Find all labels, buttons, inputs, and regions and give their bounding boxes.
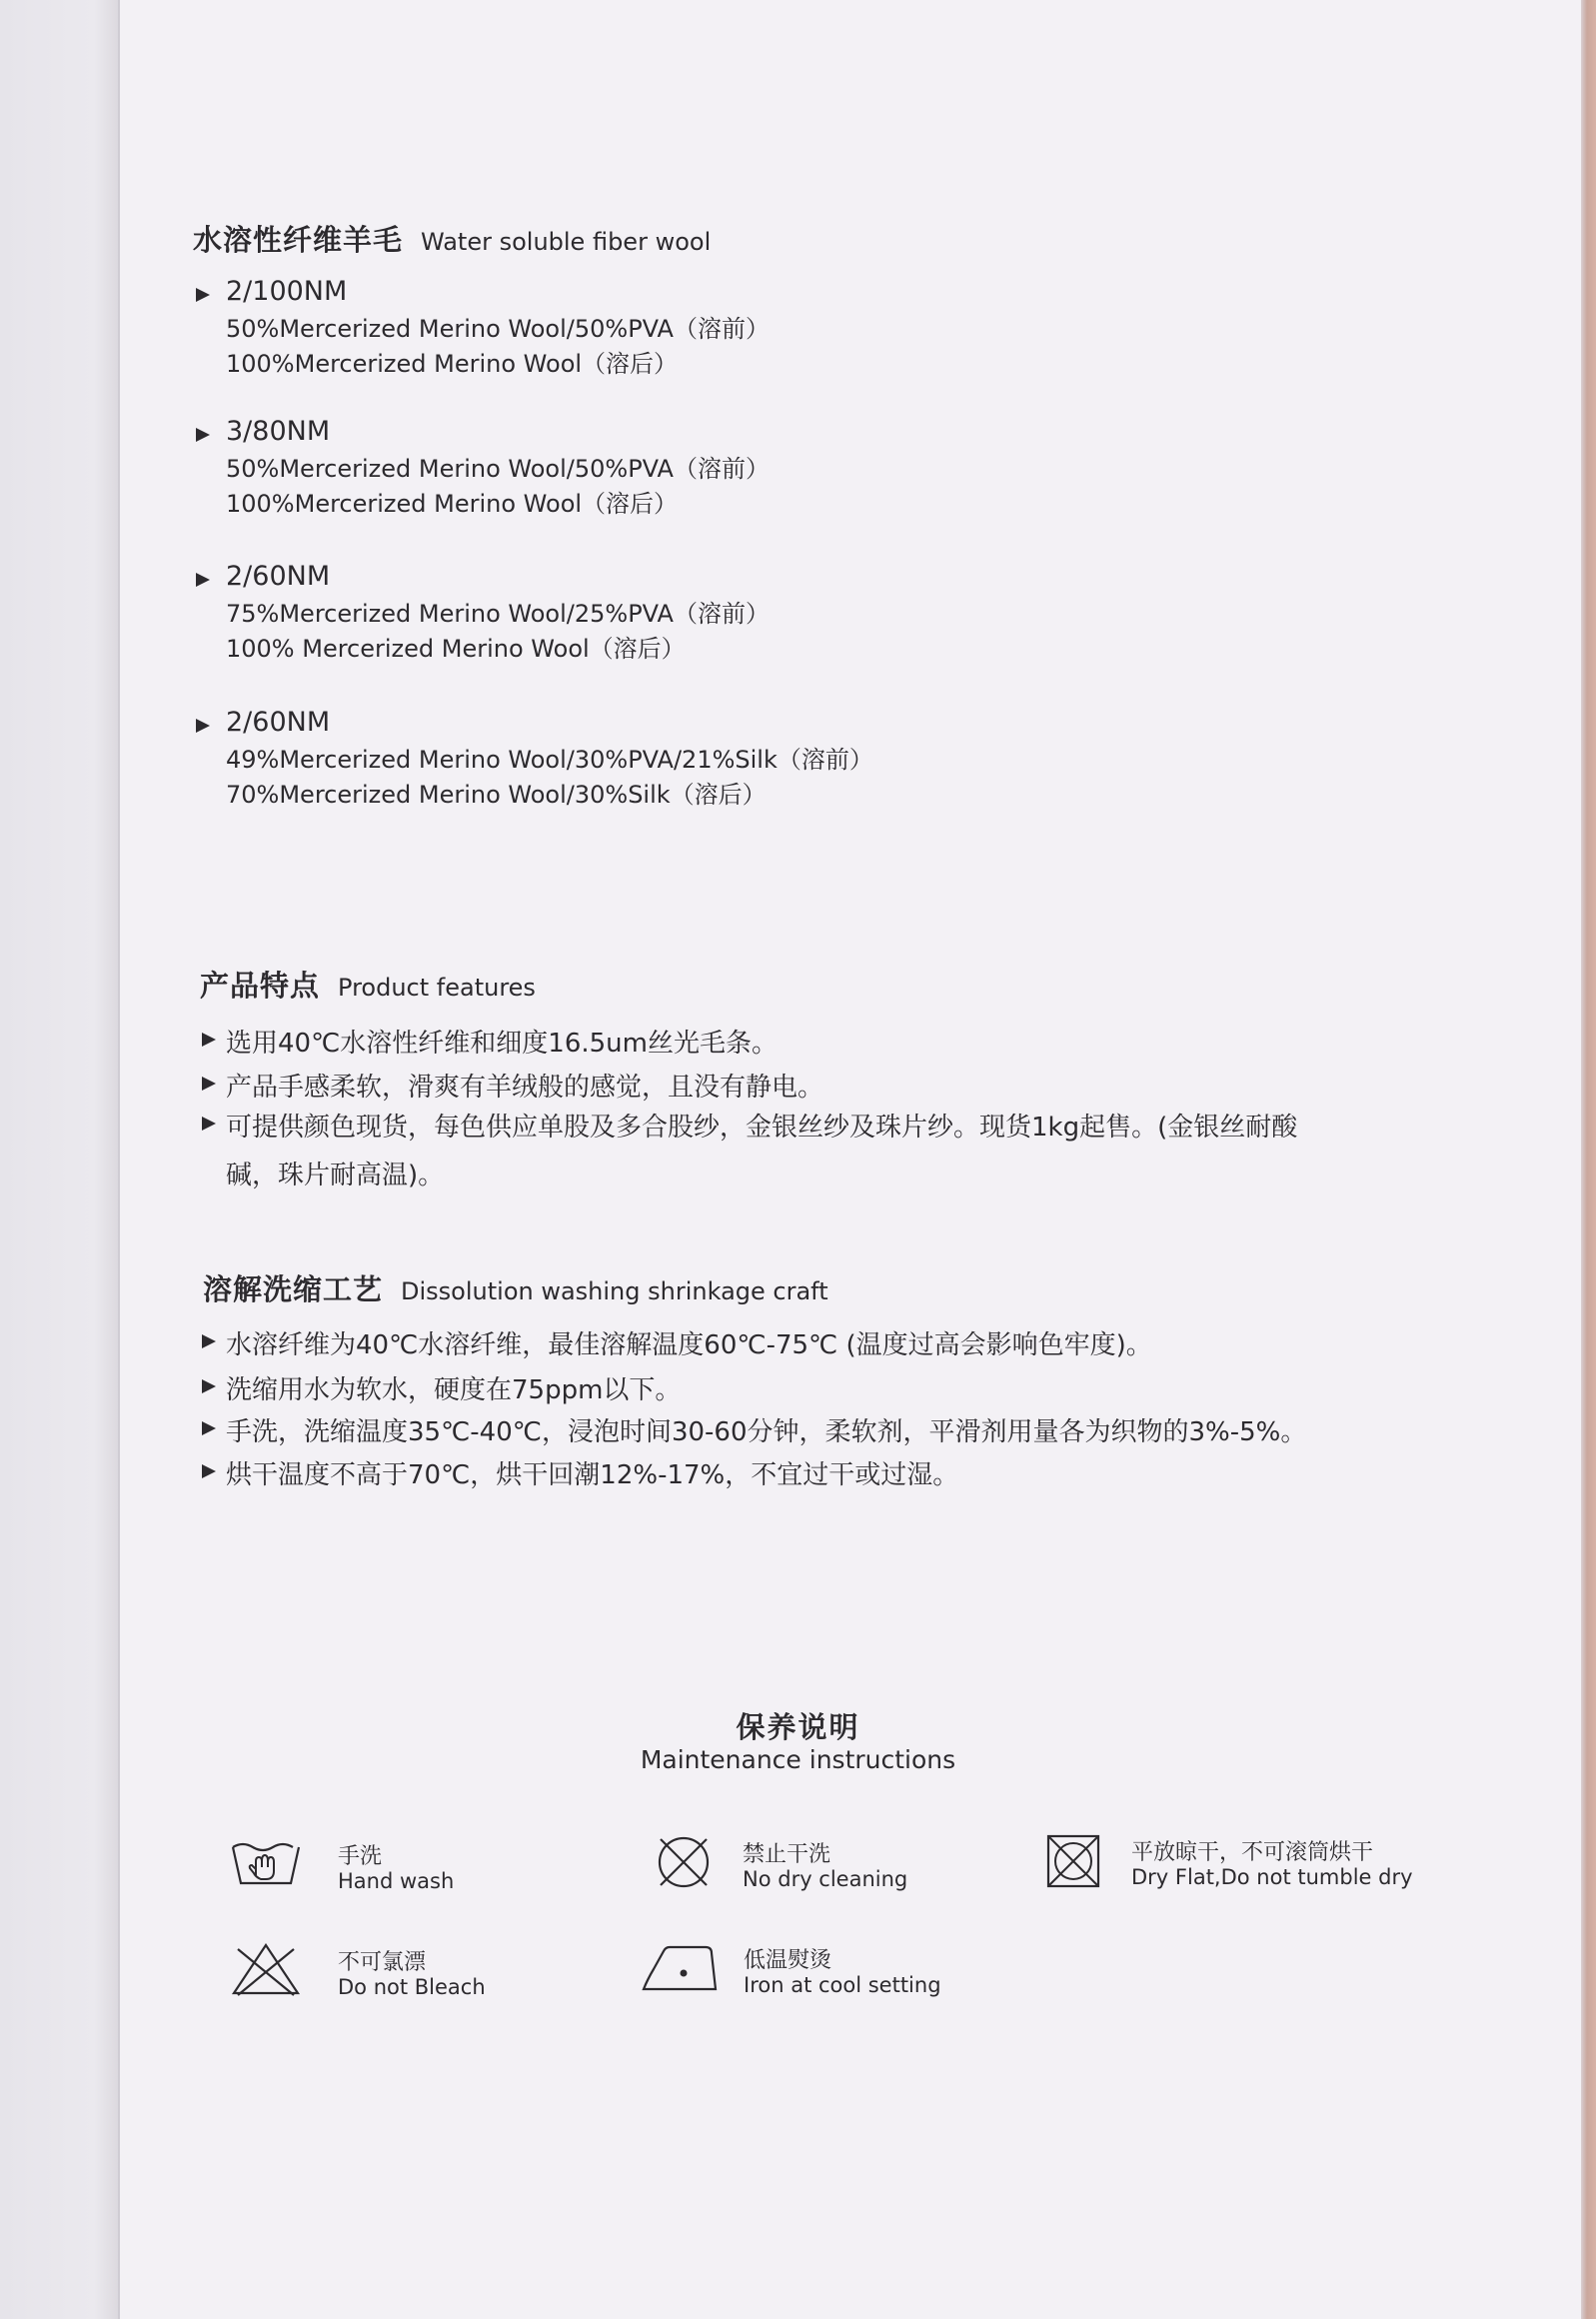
care-item-no-dry-cleaning [655,1833,954,1893]
care-item-iron-cool [640,1939,959,1999]
arrow-bullet-icon [202,1379,216,1393]
yarn-spec: 2/60NM [226,707,331,738]
process-text: 手洗，洗缩温度35℃-40℃，浸泡时间30-60分钟，柔软剂，平滑剂用量各为织物的3%-5%。 [226,1417,1307,1447]
care-label-en: Do not Bleach [338,1975,486,1999]
section-title-zh: 产品特点 [200,969,321,1003]
no-dry-cleaning-icon [655,1833,713,1891]
yarn-spec: 2/60NM [226,561,331,592]
iron-cool-icon [640,1939,720,1995]
arrow-bullet-icon [196,573,210,587]
care-label-zh: 禁止干洗 [743,1842,831,1867]
maintenance-title-en: Maintenance instructions [640,1745,956,1774]
care-label-en: Iron at cool setting [744,1973,941,1997]
do-not-bleach-icon [230,1941,302,1997]
feature-text: 选用40℃水溶性纤维和细度16.5um丝光毛条。 [226,1029,778,1059]
arrow-bullet-icon [202,1077,216,1091]
arrow-bullet-icon [202,1464,216,1478]
care-item-do-not-bleach [230,1941,530,2001]
section-title-zh: 溶解洗缩工艺 [203,1272,384,1306]
arrow-bullet-icon [202,1117,216,1131]
arrow-bullet-icon [202,1033,216,1047]
care-label-en: Dry Flat,Do not tumble dry [1131,1865,1413,1889]
composition-before: 50%Mercerized Merino Wool/50%PVA（溶前） [226,455,770,483]
arrow-bullet-icon [202,1421,216,1435]
feature-text: 可提供颜色现货，每色供应单股及多合股纱，金银丝纱及珠片纱。现货1kg起售。(金银丝耐酸 [226,1113,1298,1143]
maintenance-title-zh: 保养说明 [736,1710,860,1744]
section-title-en: Dissolution washing shrinkage craft [401,1277,828,1305]
process-text: 烘干温度不高于70℃，烘干回潮12%-17%，不宜过干或过湿。 [226,1460,959,1490]
yarn-spec: 3/80NM [226,416,331,447]
process-text: 水溶纤维为40℃水溶纤维，最佳溶解温度60℃-75℃ (温度过高会影响色牢度)。 [226,1330,1152,1360]
composition-after: 100% Mercerized Merino Wool（溶后） [226,635,686,663]
care-label-zh: 不可氯漂 [338,1950,427,1975]
care-item-hand-wash [230,1835,530,1895]
process-text: 洗缩用水为软水，硬度在75ppm以下。 [226,1375,682,1405]
care-label-zh: 平放晾干，不可滚筒烘干 [1131,1840,1374,1865]
composition-before: 75%Mercerized Merino Wool/25%PVA（溶前） [226,600,770,628]
section-title-zh: 水溶性纤维羊毛 [193,223,404,257]
care-label-zh: 低温熨烫 [744,1948,832,1973]
feature-text-continuation: 碱，珠片耐高温)。 [226,1160,445,1190]
page-binding [0,0,120,2319]
section-water-soluble-title [193,218,711,259]
yarn-spec: 2/100NM [226,276,348,307]
page-edge [1581,0,1596,2319]
composition-before: 50%Mercerized Merino Wool/50%PVA（溶前） [226,315,770,343]
composition-after: 100%Mercerized Merino Wool（溶后） [226,350,679,378]
care-label-en: No dry cleaning [743,1867,908,1891]
hand-wash-icon [230,1835,302,1895]
care-label-zh: 手洗 [338,1844,383,1869]
dry-flat-no-tumble-icon [1045,1833,1101,1889]
section-dissolution-title [203,1267,828,1308]
composition-after: 100%Mercerized Merino Wool（溶后） [226,490,679,518]
composition-after: 70%Mercerized Merino Wool/30%Silk（溶后） [226,781,767,809]
composition-before: 49%Mercerized Merino Wool/30%PVA/21%Silk（溶前） [226,746,873,774]
care-item-dry-flat [1045,1833,1425,1893]
arrow-bullet-icon [196,428,210,442]
care-label-en: Hand wash [338,1869,455,1893]
section-title-en: Product features [338,974,536,1002]
arrow-bullet-icon [202,1334,216,1348]
section-title-en: Water soluble fiber wool [421,228,712,256]
arrow-bullet-icon [196,719,210,733]
section-product-features-title [200,964,536,1005]
arrow-bullet-icon [196,288,210,302]
feature-text: 产品手感柔软，滑爽有羊绒般的感觉，且没有静电。 [226,1073,824,1103]
